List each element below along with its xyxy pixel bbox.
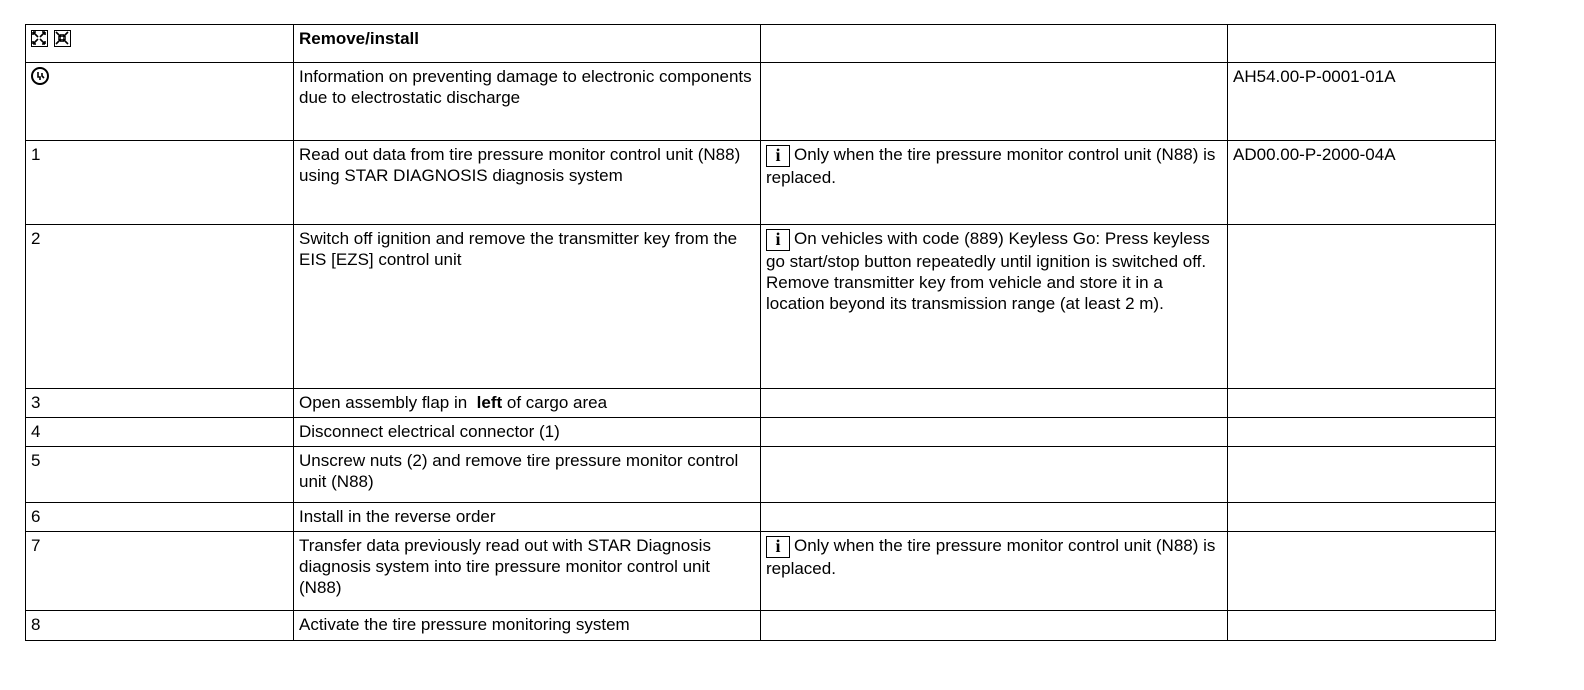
step-number: 7 bbox=[26, 532, 294, 611]
step-number: 6 bbox=[26, 503, 294, 532]
step-text: Install in the reverse order bbox=[294, 503, 761, 532]
step-text: Transfer data previously read out with STAR Diagnosis diagnosis system into tire pressure monitor control unit (N88) bbox=[294, 532, 761, 611]
header-reference-cell bbox=[1228, 25, 1496, 63]
step-text: Switch off ignition and remove the transmitter key from the EIS [EZS] control unit bbox=[294, 225, 761, 389]
step-reference-link[interactable]: AD00.00-P-2000-04A bbox=[1228, 141, 1496, 225]
esd-note-cell bbox=[761, 63, 1228, 141]
step-note-cell bbox=[761, 389, 1228, 418]
esd-row bbox=[26, 63, 1496, 141]
info-icon: i bbox=[766, 536, 790, 558]
step-reference-cell bbox=[1228, 225, 1496, 389]
expand-arrows-icon[interactable] bbox=[31, 30, 48, 47]
table-row bbox=[26, 141, 1496, 225]
table-row bbox=[26, 447, 1496, 503]
step-number: 4 bbox=[26, 418, 294, 447]
header-row bbox=[26, 25, 1496, 63]
step-reference-cell bbox=[1228, 447, 1496, 503]
step-reference-cell bbox=[1228, 389, 1496, 418]
esd-warning-icon bbox=[31, 67, 49, 85]
step-note-cell bbox=[761, 418, 1228, 447]
step-note bbox=[761, 532, 1228, 611]
step-note-text: Only when the tire pressure monitor control unit (N88) is replaced. bbox=[766, 536, 1216, 578]
info-icon: i bbox=[766, 229, 790, 251]
table-row bbox=[26, 532, 1496, 611]
table-row bbox=[26, 611, 1496, 641]
step-number: 8 bbox=[26, 611, 294, 641]
esd-text: Information on preventing damage to electronic components due to electrostatic discharge bbox=[294, 63, 761, 141]
table-row bbox=[26, 418, 1496, 447]
step-text-part: Open assembly flap in bbox=[299, 393, 468, 412]
info-icon: i bbox=[766, 145, 790, 167]
step-text bbox=[294, 389, 761, 418]
step-number: 2 bbox=[26, 225, 294, 389]
step-reference-cell bbox=[1228, 418, 1496, 447]
procedure-table bbox=[25, 24, 1496, 641]
header-title: Remove/install bbox=[294, 25, 761, 63]
step-number: 1 bbox=[26, 141, 294, 225]
step-reference-cell bbox=[1228, 503, 1496, 532]
step-text: Read out data from tire pressure monitor control unit (N88) using STAR DIAGNOSIS diagnosis system bbox=[294, 141, 761, 225]
step-text: Disconnect electrical connector (1) bbox=[294, 418, 761, 447]
table-row bbox=[26, 389, 1496, 418]
esd-reference-link[interactable]: AH54.00-P-0001-01A bbox=[1228, 63, 1496, 141]
collapse-arrows-icon[interactable] bbox=[54, 30, 71, 47]
step-note-cell bbox=[761, 447, 1228, 503]
header-icons-cell bbox=[26, 25, 294, 63]
table-row bbox=[26, 225, 1496, 389]
table-row bbox=[26, 503, 1496, 532]
step-note bbox=[761, 141, 1228, 225]
step-note bbox=[761, 225, 1228, 389]
header-note-cell bbox=[761, 25, 1228, 63]
step-number: 5 bbox=[26, 447, 294, 503]
step-note-text: On vehicles with code (889) Keyless Go: Press keyless go start/stop button repeatedly until ignition is switched off. Remove transmitter key from vehicle and store it in a location beyond its transmission range (at least 2 m). bbox=[766, 229, 1210, 313]
step-text: Activate the tire pressure monitoring system bbox=[294, 611, 761, 641]
step-text-emphasis: left bbox=[476, 393, 503, 412]
step-text-part: of cargo area bbox=[506, 393, 608, 412]
step-reference-cell bbox=[1228, 532, 1496, 611]
esd-icon-cell bbox=[26, 63, 294, 141]
step-text: Unscrew nuts (2) and remove tire pressure monitor control unit (N88) bbox=[294, 447, 761, 503]
step-reference-cell bbox=[1228, 611, 1496, 641]
step-note-text: Only when the tire pressure monitor control unit (N88) is replaced. bbox=[766, 145, 1216, 187]
step-number: 3 bbox=[26, 389, 294, 418]
step-note-cell bbox=[761, 503, 1228, 532]
step-note-cell bbox=[761, 611, 1228, 641]
